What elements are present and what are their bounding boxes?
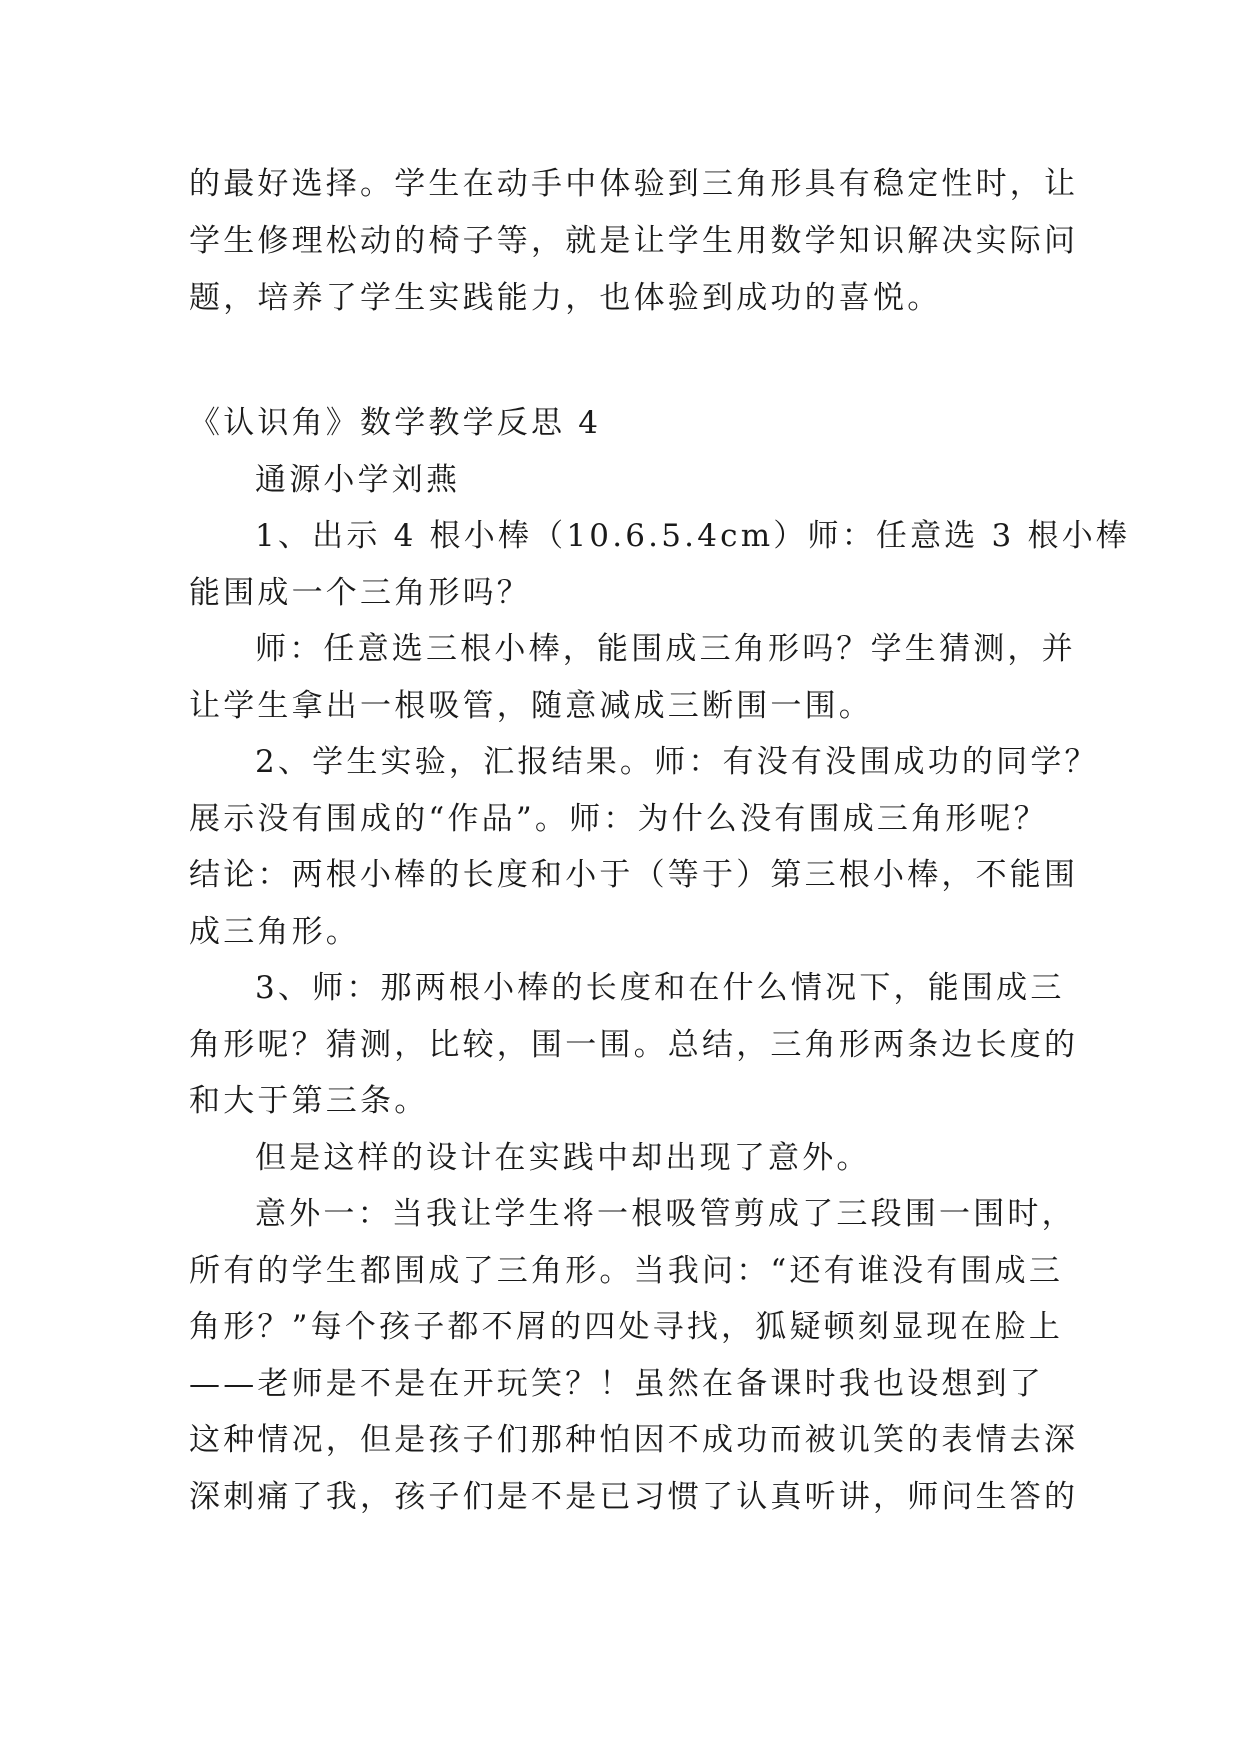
paragraph-line: 1、出示 4 根小棒（10.6.5.4cm）师：任意选 3 根小棒 bbox=[255, 518, 1131, 554]
paragraph-line: 深刺痛了我，孩子们是不是已习惯了认真听讲，师问生答的 bbox=[189, 1479, 1079, 1515]
paragraph-line: 2、学生实验，汇报结果。师：有没有没围成功的同学？ bbox=[255, 744, 1099, 780]
paragraph-line: 的最好选择。学生在动手中体验到三角形具有稳定性时，让 bbox=[189, 166, 1079, 202]
paragraph-line: 师：任意选三根小棒，能围成三角形吗？学生猜测，并 bbox=[255, 631, 1076, 667]
author-line: 通源小学刘燕 bbox=[255, 462, 461, 498]
paragraph-line: 角形呢？猜测，比较，围一围。总结，三角形两条边长度的 bbox=[189, 1027, 1079, 1063]
paragraph-line: 学生修理松动的椅子等，就是让学生用数学知识解决实际问 bbox=[189, 223, 1079, 259]
paragraph-line: 让学生拿出一根吸管，随意减成三断围一围。 bbox=[189, 688, 873, 724]
paragraph-line: 但是这样的设计在实践中却出现了意外。 bbox=[255, 1140, 871, 1176]
paragraph-line: 成三角形。 bbox=[189, 914, 360, 950]
paragraph-line: 和大于第三条。 bbox=[189, 1083, 429, 1119]
paragraph-line: ——老师是不是在开玩笑？！虽然在备课时我也设想到了 bbox=[189, 1366, 1044, 1402]
paragraph-line: 意外一：当我让学生将一根吸管剪成了三段围一围时， bbox=[255, 1196, 1076, 1232]
paragraph-line: 能围成一个三角形吗？ bbox=[189, 575, 531, 611]
section-title: 《认识角》数学教学反思 4 bbox=[189, 405, 602, 441]
paragraph-line: 3、师：那两根小棒的长度和在什么情况下，能围成三 bbox=[255, 970, 1065, 1006]
paragraph-line: 角形？”每个孩子都不屑的四处寻找，狐疑顿刻显现在脸上 bbox=[189, 1309, 1064, 1345]
paragraph-line: 展示没有围成的“作品”。师：为什么没有围成三角形呢？ bbox=[189, 801, 1048, 837]
paragraph-line: 这种情况，但是孩子们那种怕因不成功而被讥笑的表情去深 bbox=[189, 1422, 1079, 1458]
paragraph-line: 所有的学生都围成了三角形。当我问：“还有谁没有围成三 bbox=[189, 1253, 1064, 1289]
paragraph-line: 结论：两根小棒的长度和小于（等于）第三根小棒，不能围 bbox=[189, 857, 1079, 893]
paragraph-line: 题，培养了学生实践能力，也体验到成功的喜悦。 bbox=[189, 280, 942, 316]
